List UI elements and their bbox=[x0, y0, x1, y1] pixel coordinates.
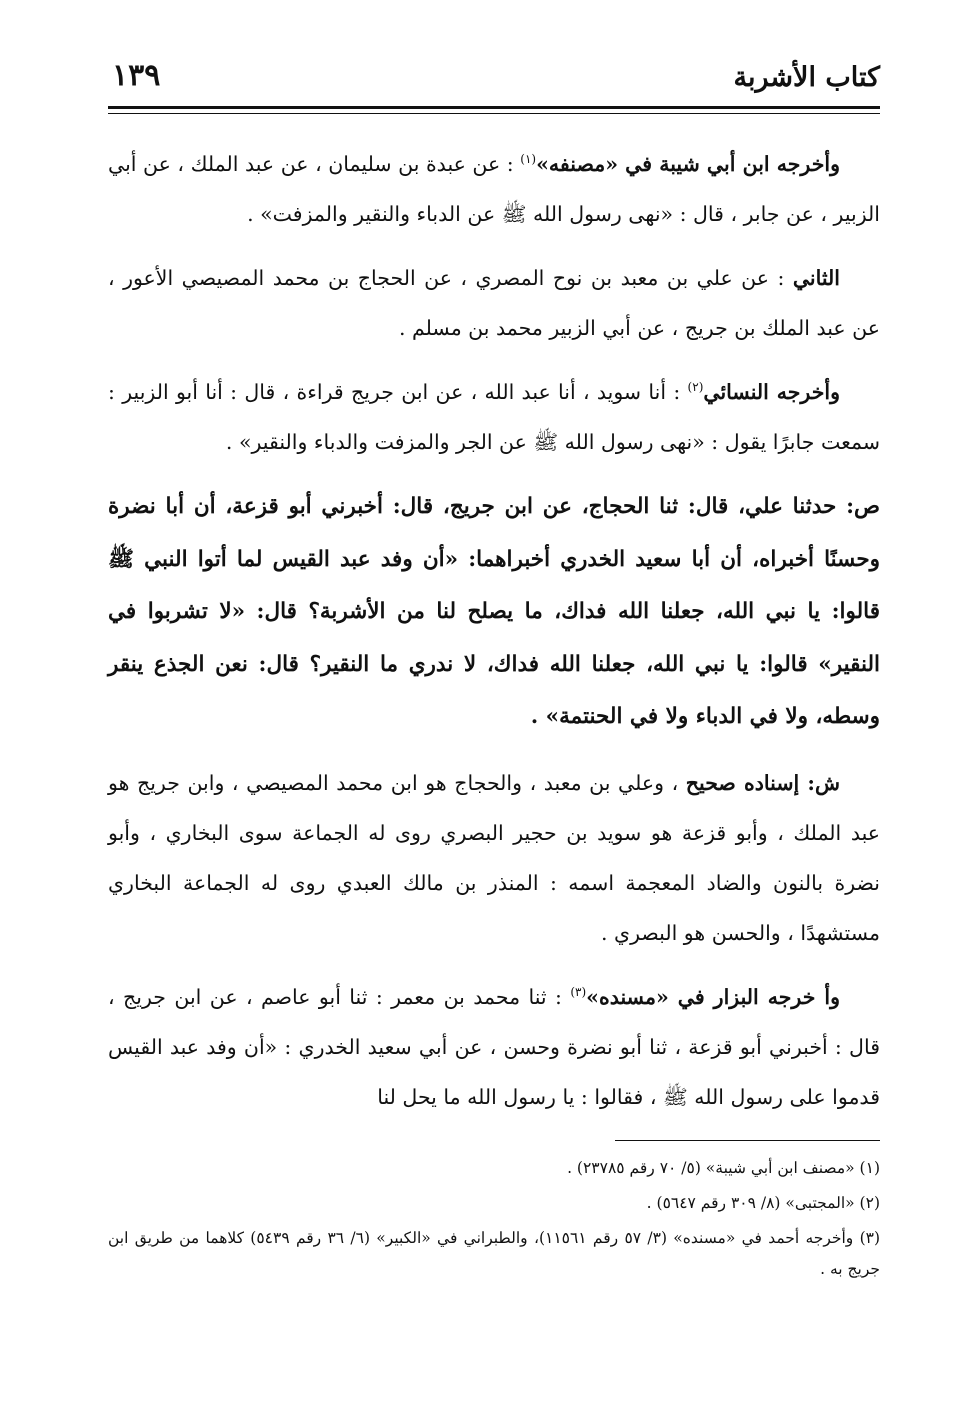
chapter-title: كتاب الأشربة bbox=[733, 62, 880, 93]
paragraph-lead: وأخرجه النسائي bbox=[703, 380, 840, 404]
footnote-ref: (٢) bbox=[687, 380, 704, 395]
paragraph-lead: الثاني bbox=[792, 266, 840, 290]
paragraph-ibn-abi-shayba bbox=[108, 139, 880, 239]
paragraph-bazzar bbox=[108, 972, 880, 1122]
paragraph-lead: وأخرجه ابن أبي شيبة في «مصنفه» bbox=[536, 152, 840, 176]
footnote-ref: (٣) bbox=[570, 984, 587, 999]
footnote-2: (٢) «المجتبى» (٨/ ٣٠٩ رقم ٥٦٤٧) . bbox=[646, 1193, 880, 1212]
paragraph-text: : عن علي بن معبد بن نوح المصري ، عن الحجاج بن محمد المصيصي الأعور ، عن عبد الملك بن جريج ، عن أبي الزبير محمد بن مسلم . bbox=[108, 266, 880, 340]
paragraph-text: : عن عبدة بن سليمان ، عن عبد الملك ، عن أبي الزبير ، عن جابر ، قال : «نهى رسول الله ﷺ عن الدباء والنقير والمزفت» . bbox=[108, 152, 880, 226]
paragraph-lead: وأ خرجه البزار في «مسنده» bbox=[586, 984, 840, 1009]
paragraph-lead: ش: إسناده صحيح bbox=[685, 770, 840, 795]
book-page bbox=[108, 48, 880, 1388]
footnote-1: (١) «مصنف ابن أبي شيبة» (٥/ ٧٠ رقم ٢٣٧٨٥) . bbox=[567, 1158, 880, 1177]
paragraph-second-chain bbox=[108, 253, 880, 353]
page-body bbox=[108, 139, 880, 1285]
footnote-3: (٣) وأخرجه أحمد في «مسنده» (٣/ ٥٧ رقم ١١٥٦١)، والطبراني في «الكبير» (٦/ ٣٦ رقم ٥٤٣٩) كلاهما من طريق ابن جريج به . bbox=[108, 1228, 881, 1278]
page-number: ١٣٩ bbox=[112, 58, 161, 93]
footnote-separator bbox=[615, 1140, 880, 1141]
paragraph-text: : أنا سويد ، أنا عبد الله ، عن ابن جريج قراءة ، قال : أنا أبو الزبير : سمعت جابرًا يقول : «نهى رسول الله ﷺ عن الجر والمزفت والدباء والنقير» . bbox=[108, 380, 880, 454]
footnote-ref: (١) bbox=[520, 152, 537, 167]
paragraph-sharh bbox=[108, 758, 880, 958]
page-header bbox=[108, 48, 880, 109]
paragraph-text: ، وعلي بن معبد ، والحجاج هو ابن محمد المصيصي ، وابن جريج هو عبد الملك ، وأبو قزعة هو سويد بن حجير البصري روى له الجماعة سوى البخاري ، وأبو نضرة بالنون والضاد المعجمة اسمه : المنذر بن مالك العبدي روى له الجماعة البخاري مستشهدًا ، والحسن هو البصري . bbox=[108, 770, 880, 945]
paragraph-nasai bbox=[108, 367, 880, 467]
hadith-text: ص: حدثنا علي، قال: ثنا الحجاج، عن ابن جريج، قال: أخبرني أبو قزعة، أن أبا نضرة وحسنًا أخبراه، أن أبا سعيد الخدري أخبراهما: «أن وفد عبد القيس لما أتوا النبي ﷺ قالوا: يا نبي الله، جعلنا الله فداك، ما يصلح لنا من الأشربة؟ قال: «لا تشربوا في النقير» قالوا: يا نبي الله، جعلنا الله فداك، لا ندري ما النقير؟ قال: نعن الجذع ينقر وسطه، ولا في الدباء ولا في الحنتمة» . bbox=[108, 494, 880, 729]
paragraph-text: : ثنا محمد بن معمر : ثنا أبو عاصم ، عن ابن جريج ، قال : أخبرني أبو قزعة ، ثنا أبو نضرة وحسن ، عن أبي سعيد الخدري : «أن وفد عبد القيس قدموا على رسول الله ﷺ ، فقالوا : يا رسول الله ما يحل لنا bbox=[108, 984, 880, 1109]
